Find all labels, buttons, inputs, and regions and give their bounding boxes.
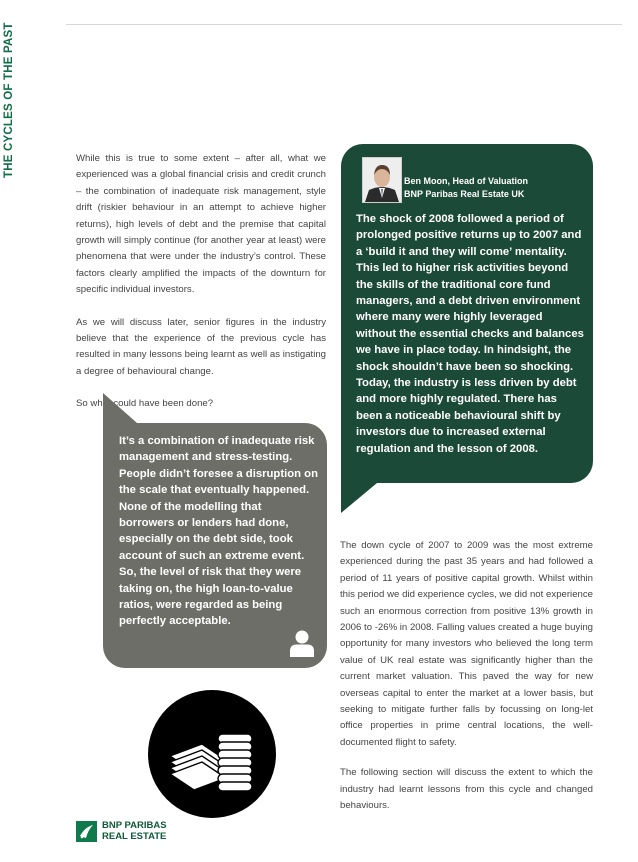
person-icon — [290, 629, 314, 657]
left-paragraph-2: As we will discuss later, senior figures in the industry believe that the experience of the previous cycle has resulted in many lessons being learnt as well as instigating a degree of behavioural change. — [76, 316, 326, 377]
green-quote-bubble — [341, 144, 593, 483]
green-quote-text: The shock of 2008 followed a period of prolonged positive returns up to 2007 and a ‘build it and they will come’ mentality. This led to higher risk activities beyond the skills of the traditional core fund managers, and a debt driven environment where many were highly leveraged without the essential checks and balances we have in place today. In hindsight, the shock shouldn’t have been so shocking. Today, the industry is less driven by debt and more highly regulated. There has been a noticeable behavioural shift by investors due to increased external regulation and the lesson of 2008. — [356, 213, 584, 455]
speaker-credit — [404, 175, 528, 201]
money-stack-icon — [148, 690, 276, 818]
logo-mark-icon — [76, 821, 97, 842]
right-paragraph-1: The down cycle of 2007 to 2009 was the most extreme experienced during the past 35 years and had followed a period of 11 years of positive capital growth. Whilst within this period we did experience cycles, we did not experience such an enormous correction from positive 13% growth in 2006 to -26% in 2008. Falling values created a huge buying opportunity for many investors who believed the long term value of UK real estate was significantly higher than the current market valuation. This paved the way for new overseas capital to enter the market at a lower basis, but seeking to mitigate further falls by focussing on long-let office properties in prime central locations, the well- documented flight to safety. — [340, 540, 593, 748]
left-paragraph-1: While this is true to some extent – after all, what we experienced was a global financial crisis and credit crunch – the combination of inadequate risk management, style drift (riskier behaviour in an attempt to achieve higher returns), high levels of debt and the premise that capital growth will simply continue (for another year at least) were phenomena that were under the industry’s control. These factors clearly amplified the impacts of the downturn for specific individual investors. — [76, 153, 326, 296]
right-text-column — [340, 538, 593, 829]
section-side-label: THE CYCLES OF THE PAST — [3, 22, 15, 178]
speaker-name: Ben Moon, Head of Valuation — [404, 176, 529, 186]
left-paragraph-3: So what could have been done? — [76, 398, 214, 410]
grey-bubble-tail — [103, 393, 137, 423]
money-circle — [148, 690, 276, 818]
green-bubble-tail — [341, 483, 377, 513]
left-text-column — [76, 151, 326, 429]
logo-line-1: BNP PARIBAS — [102, 820, 167, 831]
grey-quote-text: It’s a combination of inadequate risk management and stress-testing. People didn’t foresee a disruption on the scale that eventually happened. None of the modelling that borrowers or lenders had done, especially on the debt side, took account of such an extreme event. So, the level of risk that they were taking on, the high loan-to-value ratios, were regarded as being perfectly acceptable. — [119, 435, 318, 628]
logo-line-2: REAL ESTATE — [102, 831, 167, 842]
logo-text — [102, 820, 192, 842]
top-divider — [66, 24, 622, 25]
right-paragraph-2: The following section will discuss the extent to which the industry had learnt lessons from this cycle and changed behaviours. — [340, 767, 593, 812]
speaker-org: BNP Paribas Real Estate UK — [404, 189, 525, 199]
speaker-portrait — [362, 157, 402, 203]
grey-quote-bubble — [103, 423, 327, 668]
